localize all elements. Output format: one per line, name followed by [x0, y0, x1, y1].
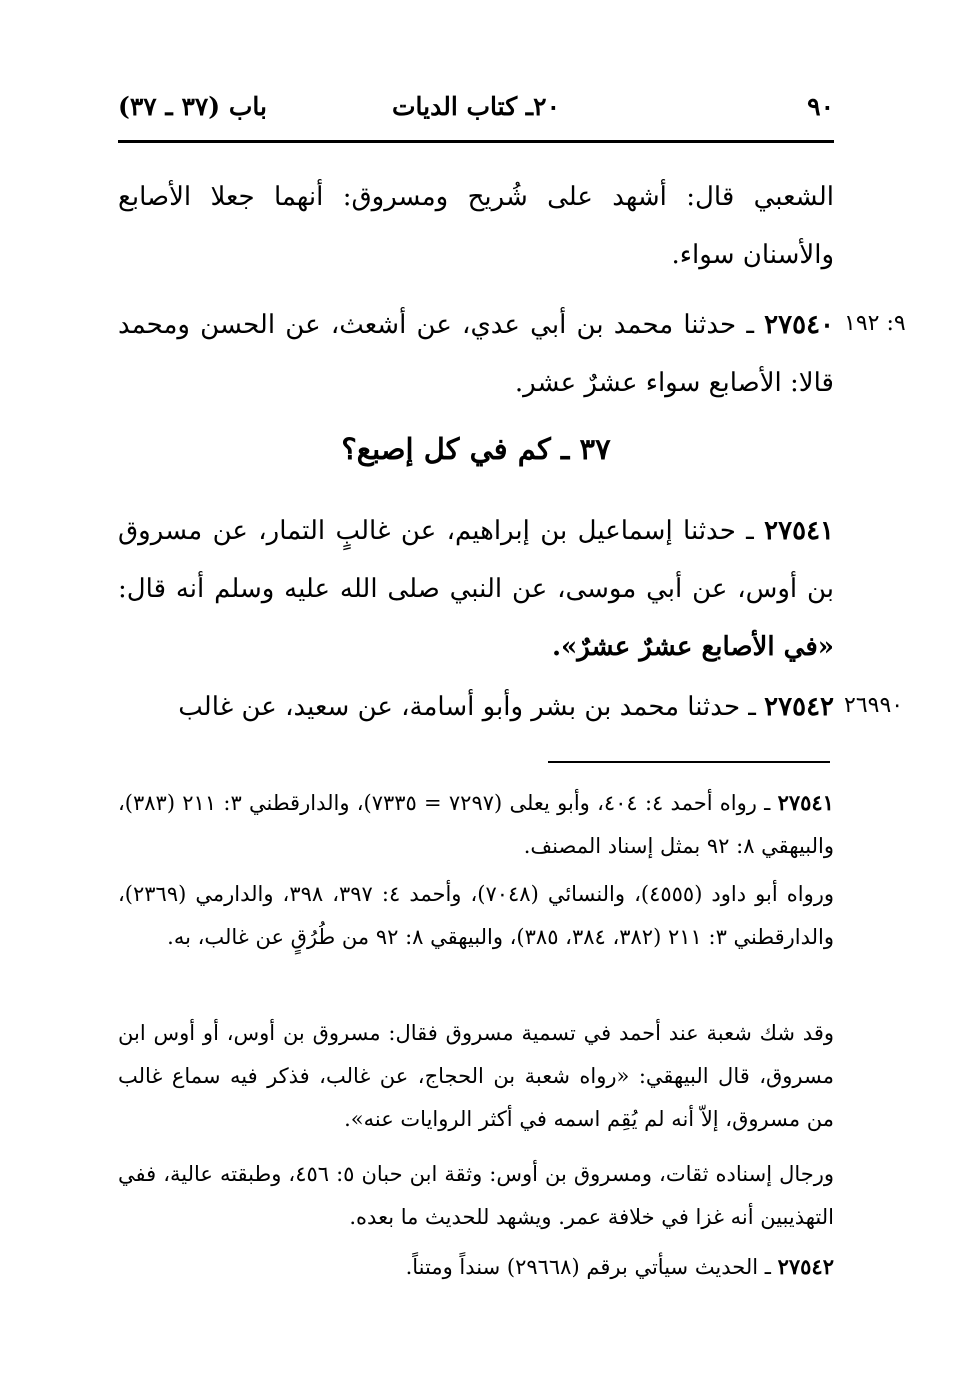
- hadith-27541: [118, 502, 834, 676]
- hadith-27540: [118, 296, 834, 412]
- footnote-number: ٢٧٥٤١: [777, 790, 834, 815]
- footnote-text: وقد شك شعبة عند أحمد في تسمية مسروق فقال: مسروق بن أوس، أو أوس ابن مسروق، قال البيهقي: «رواه شعبة بن الحجاج، عن غالب، فذكر فيه سماع غالب من مسروق، إلاّ أنه لم يُقِم اسمه في أكثر الروايات عنه».: [118, 1021, 834, 1131]
- hadith-number: ٢٧٥٤٠: [764, 310, 834, 340]
- page-number: ٩٠: [807, 92, 834, 121]
- section-title: ٣٧ ـ كم في كل إصبع؟: [341, 432, 611, 466]
- continuation-text: الشعبي قال: أشهد على شُريح ومسروق: أنهما جعلا الأصابع والأسنان سواء.: [118, 182, 834, 270]
- page-header: [118, 92, 834, 132]
- hadith-quote: «في الأصابع عشرٌ عشرٌ».: [551, 632, 834, 662]
- hadith-text: ـ حدثنا محمد بن أبي عدي، عن أشعث، عن الحسن ومحمد قالا: الأصابع سواء عشرٌ عشر.: [118, 310, 834, 398]
- footnote-text: ـ رواه أحمد ٤: ٤٠٤، وأبو يعلى (٧٢٩٧ = ٧٣٣٥)، والدارقطني ٣: ٢١١ (٣٨٣)، والبيهقي ٨: ٩٢ بمثل إسناد المصنف.: [118, 791, 834, 858]
- footnote-divider: [548, 761, 830, 763]
- hadith-text: ـ حدثنا إسماعيل بن إبراهيم، عن غالبٍ التمار، عن مسروق بن أوس، عن أبي موسى، عن النبي صلى الله عليه وسلم أنه قال:: [118, 516, 834, 604]
- footnote-2: [118, 873, 834, 959]
- margin-reference-27540: ٩: ١٩٢: [844, 311, 906, 336]
- footnote-1: [118, 781, 834, 868]
- margin-reference-27542: ٢٦٩٩٠: [844, 693, 904, 718]
- footnote-text: ـ الحديث سيأتي برقم (٢٩٦٦٨) سنداً ومتناً.: [405, 1255, 778, 1279]
- chapter-reference: باب (٣٧ ـ ٣٧): [118, 92, 267, 121]
- footnote-number: ٢٧٥٤٢: [777, 1254, 834, 1279]
- header-divider: [118, 140, 834, 143]
- footnote-text: ورجال إسناده ثقات، ومسروق بن أوس: وثقة ابن حبان ٥: ٤٥٦، وطبقته عالية، ففي التهذيبين أنه غزا في خلافة عمر. ويشهد للحديث ما بعده.: [118, 1162, 834, 1229]
- hadith-number: ٢٧٥٤٢: [764, 692, 834, 722]
- footnote-4: [118, 1153, 834, 1239]
- hadith-number: ٢٧٥٤١: [764, 516, 834, 546]
- book-title: ٢٠ـ كتاب الديات: [392, 92, 560, 121]
- footnote-5: [118, 1245, 834, 1289]
- hadith-text: ـ حدثنا محمد بن بشر وأبو أسامة، عن سعيد، عن غالب: [178, 692, 765, 722]
- continuation-paragraph: [118, 168, 834, 284]
- hadith-27542: [118, 678, 834, 736]
- footnote-3: [118, 1012, 834, 1141]
- footnote-text: ورواه أبو داود (٤٥٥٥)، والنسائي (٧٠٤٨)، وأحمد ٤: ٣٩٧، ٣٩٨، والدارمي (٢٣٦٩)، والدارقطني ٣: ٢١١ (٣٨٢، ٣٨٤، ٣٨٥)، والبيهقي ٨: ٩٢ من طُرُقٍ عن غالب، به.: [118, 882, 835, 949]
